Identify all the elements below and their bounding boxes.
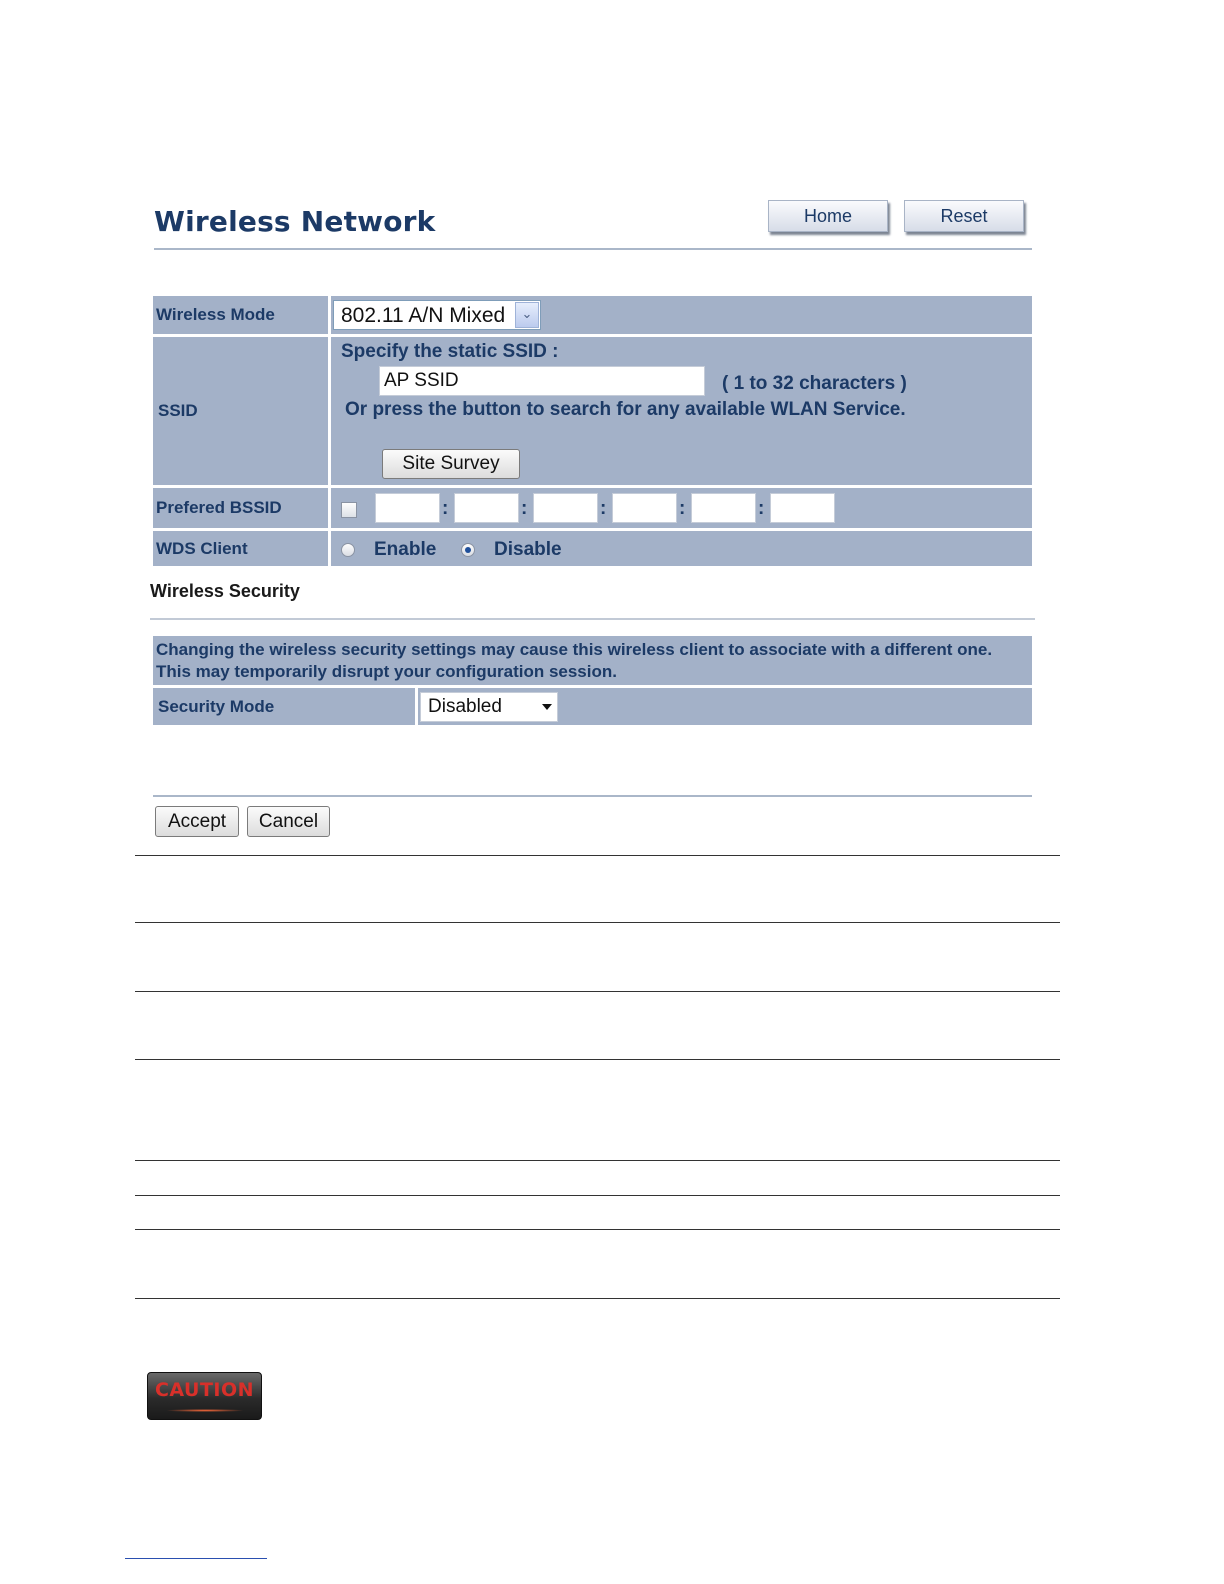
- form-footer-divider: [153, 795, 1032, 797]
- home-button[interactable]: Home: [768, 200, 888, 232]
- wds-disable-label: Disable: [494, 539, 562, 560]
- wds-disable-radio[interactable]: [461, 543, 475, 557]
- ssid-label: SSID: [153, 337, 328, 485]
- page-title: Wireless Network: [154, 205, 436, 238]
- table-rule: [135, 1059, 1060, 1060]
- wireless-mode-selected-value: 802.11 A/N Mixed: [341, 304, 506, 327]
- cancel-button[interactable]: Cancel: [247, 806, 330, 837]
- bssid-octet-4[interactable]: [612, 493, 677, 523]
- bssid-label: Prefered BSSID: [153, 488, 328, 528]
- table-rule: [135, 991, 1060, 992]
- bssid-separator: :: [521, 498, 528, 519]
- wds-enable-radio[interactable]: [341, 543, 355, 557]
- ssid-instruction: Specify the static SSID :: [341, 341, 559, 362]
- dropdown-arrow-icon[interactable]: [542, 704, 552, 710]
- caution-badge: [147, 1372, 262, 1420]
- bssid-separator: :: [442, 498, 449, 519]
- wireless-mode-select[interactable]: [333, 300, 541, 330]
- reset-button[interactable]: Reset: [904, 200, 1024, 232]
- title-divider: [154, 248, 1032, 250]
- bssid-separator: :: [758, 498, 765, 519]
- wireless-mode-label: Wireless Mode: [153, 296, 328, 334]
- bssid-octet-1[interactable]: [375, 493, 440, 523]
- security-warning-line-2: This may temporarily disrupt your configuration session.: [156, 662, 617, 681]
- security-warning-line-1: Changing the wireless security settings may cause this wireless client to associate with a different one.: [156, 640, 993, 659]
- security-mode-selected-value: Disabled: [428, 696, 502, 717]
- caution-label: CAUTION: [154, 1379, 255, 1401]
- security-mode-select[interactable]: [420, 692, 558, 722]
- ssid-search-text: Or press the button to search for any available WLAN Service.: [345, 399, 906, 420]
- caution-glow: [166, 1409, 244, 1412]
- bssid-octet-2[interactable]: [454, 493, 519, 523]
- table-rule: [135, 1195, 1060, 1196]
- bssid-separator: :: [679, 498, 686, 519]
- site-survey-button[interactable]: Site Survey: [382, 449, 520, 479]
- table-rule: [135, 1229, 1060, 1230]
- bssid-checkbox[interactable]: [341, 502, 357, 518]
- table-rule: [135, 1298, 1060, 1299]
- bssid-octet-6[interactable]: [770, 493, 835, 523]
- security-divider: [150, 618, 1035, 620]
- table-rule: [135, 1160, 1060, 1161]
- radio-selected-dot: [465, 547, 471, 553]
- bssid-octet-3[interactable]: [533, 493, 598, 523]
- table-rule: [135, 855, 1060, 856]
- ssid-length-hint: ( 1 to 32 characters ): [722, 373, 907, 394]
- bssid-octet-5[interactable]: [691, 493, 756, 523]
- accept-button[interactable]: Accept: [155, 806, 239, 837]
- bssid-separator: :: [600, 498, 607, 519]
- security-mode-label: Security Mode: [153, 688, 415, 725]
- chevron-down-icon[interactable]: ⌄: [515, 302, 539, 328]
- ssid-input[interactable]: [379, 366, 705, 396]
- wds-client-label: WDS Client: [153, 531, 328, 566]
- footnote-rule: [125, 1558, 267, 1559]
- wireless-security-heading: Wireless Security: [150, 581, 300, 601]
- table-rule: [135, 922, 1060, 923]
- wds-enable-label: Enable: [374, 539, 437, 560]
